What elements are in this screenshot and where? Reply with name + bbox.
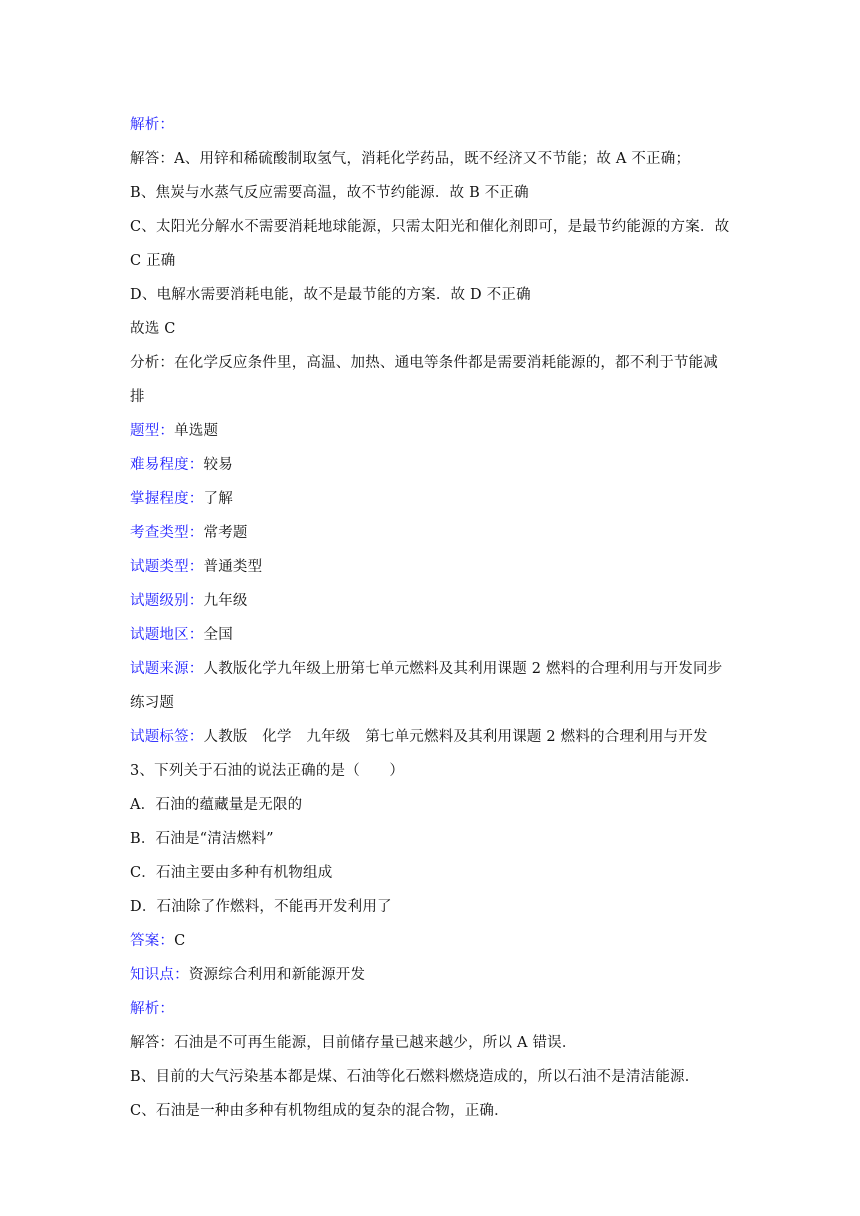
text-line	[130, 754, 730, 788]
text-line	[130, 958, 730, 992]
field-label: 答案：	[130, 933, 175, 949]
field-label: 掌握程度：	[130, 491, 204, 507]
text-line	[130, 584, 730, 618]
text-line	[130, 890, 730, 924]
line-text: 单选题	[174, 423, 219, 439]
text-line	[130, 312, 730, 346]
text-line	[130, 1060, 730, 1094]
text-line	[130, 652, 730, 686]
line-text: 资源综合利用和新能源开发	[188, 967, 366, 983]
line-text: 解答：A、用锌和稀硫酸制取氢气，消耗化学药品，既不经济又不节能；故 A 不正确；	[130, 151, 691, 167]
field-label: 试题来源：	[130, 661, 204, 677]
line-text: 人教版化学九年级上册第七单元燃料及其利用课题 2 燃料的合理利用与开发同步	[203, 661, 723, 677]
line-text: 解答：石油是不可再生能源，目前储存量已越来越少，所以 A 错误．	[130, 1035, 577, 1051]
line-text: B．石油是“清洁燃料”	[130, 831, 274, 847]
text-line	[130, 142, 730, 176]
text-line	[130, 380, 730, 414]
text-line	[130, 346, 730, 380]
text-line	[130, 788, 730, 822]
line-text: C	[174, 933, 186, 949]
text-line	[130, 1094, 730, 1128]
line-text: 人教版 化学 九年级 第七单元燃料及其利用课题 2 燃料的合理利用与开发	[203, 729, 708, 745]
field-label: 试题标签：	[130, 729, 204, 745]
line-text: C、石油是一种由多种有机物组成的复杂的混合物，正确．	[130, 1103, 509, 1119]
line-text: B、焦炭与水蒸气反应需要高温，故不节约能源．故 B 不正确	[130, 185, 529, 201]
field-label: 试题类型：	[130, 559, 204, 575]
field-label: 考查类型：	[130, 525, 204, 541]
text-line	[130, 244, 730, 278]
line-text: A．石油的蕴藏量是无限的	[130, 797, 303, 813]
line-text: 练习题	[130, 695, 175, 711]
line-text: 分析：在化学反应条件里，高温、加热、通电等条件都是需要消耗能源的，都不利于节能减	[130, 355, 718, 371]
field-label: 试题地区：	[130, 627, 204, 643]
line-text: 了解	[203, 491, 233, 507]
text-line	[130, 686, 730, 720]
line-text: C．石油主要由多种有机物组成	[130, 865, 333, 881]
document-content	[130, 108, 730, 1128]
text-line	[130, 176, 730, 210]
field-label: 解析：	[130, 117, 175, 133]
text-line	[130, 210, 730, 244]
line-text: 3、下列关于石油的说法正确的是（ ）	[130, 763, 405, 779]
line-text: D、电解水需要消耗电能，故不是最节能的方案．故 D 不正确	[130, 287, 531, 303]
line-text: 普通类型	[203, 559, 263, 575]
field-label: 试题级别：	[130, 593, 204, 609]
text-line	[130, 992, 730, 1026]
text-line	[130, 1026, 730, 1060]
text-line	[130, 924, 730, 958]
text-line	[130, 414, 730, 448]
text-line	[130, 618, 730, 652]
line-text: 排	[130, 389, 145, 405]
line-text: B、目前的大气污染基本都是煤、石油等化石燃料燃烧造成的，所以石油不是清洁能源．	[130, 1069, 700, 1085]
text-line	[130, 550, 730, 584]
line-text: 故选 C	[130, 321, 176, 337]
text-line	[130, 482, 730, 516]
text-line	[130, 822, 730, 856]
field-label: 难易程度：	[130, 457, 204, 473]
line-text: 常考题	[203, 525, 248, 541]
field-label: 知识点：	[130, 967, 189, 983]
text-line	[130, 448, 730, 482]
text-line	[130, 108, 730, 142]
field-label: 解析：	[130, 1001, 175, 1017]
text-line	[130, 278, 730, 312]
line-text: 全国	[203, 627, 233, 643]
field-label: 题型：	[130, 423, 175, 439]
line-text: D．石油除了作燃料，不能再开发利用了	[130, 899, 392, 915]
text-line	[130, 720, 730, 754]
text-line	[130, 516, 730, 550]
line-text: 较易	[203, 457, 233, 473]
text-line	[130, 856, 730, 890]
line-text: 九年级	[203, 593, 248, 609]
line-text: C、太阳光分解水不需要消耗地球能源，只需太阳光和催化剂即可，是最节约能源的方案．故	[130, 219, 730, 235]
line-text: C 正确	[130, 253, 176, 269]
